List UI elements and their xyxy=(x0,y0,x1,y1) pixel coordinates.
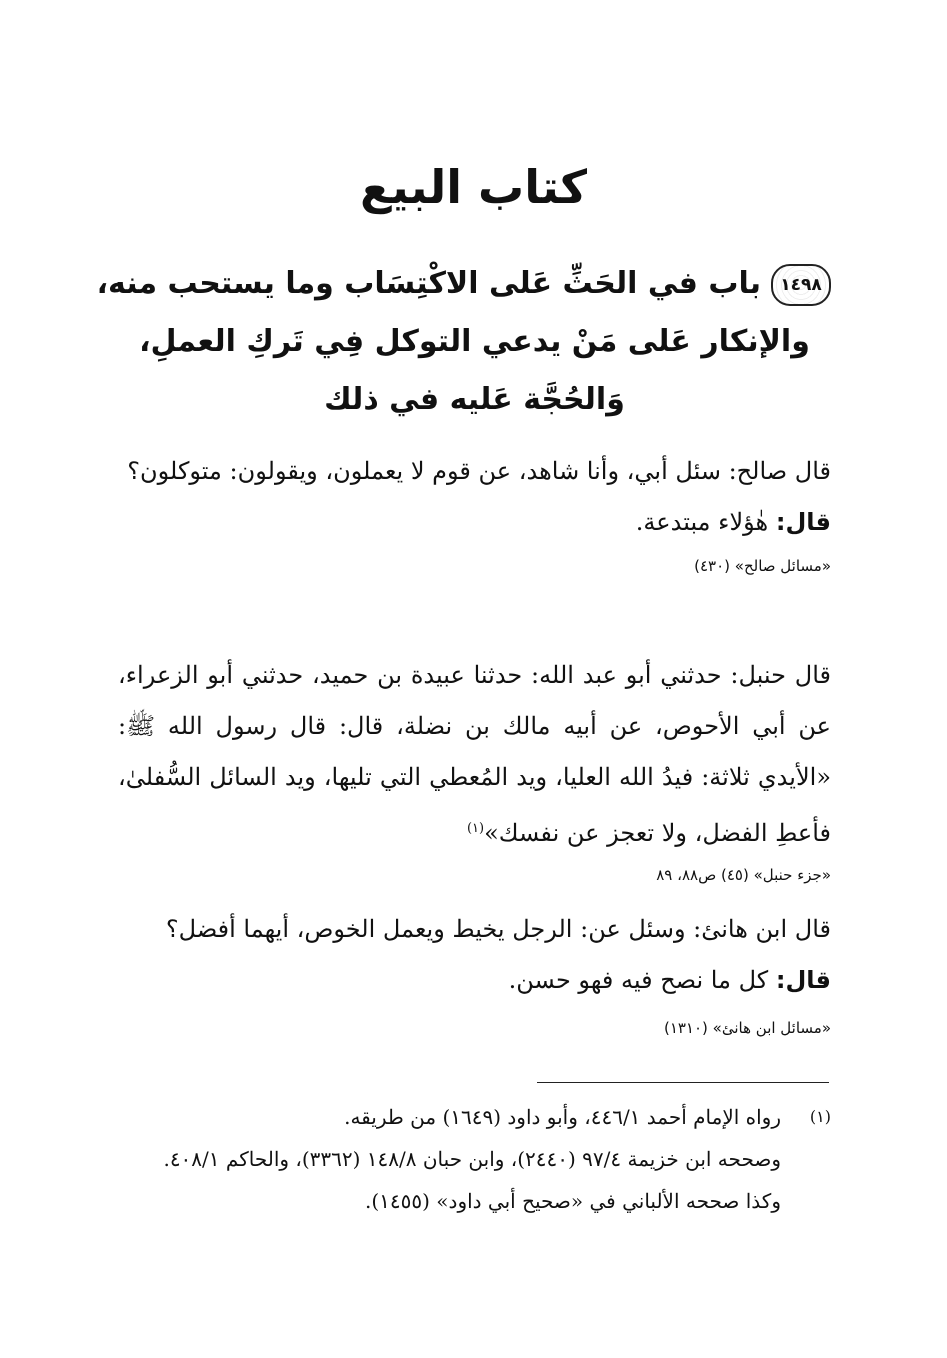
source-citation: «مسائل ابن هانئ» (١٣١٠) xyxy=(663,1019,831,1037)
section-1 xyxy=(118,446,831,578)
footnote-marker[interactable]: (١) xyxy=(466,821,485,836)
source-citation: «مسائل صالح» (٤٣٠) xyxy=(694,557,831,575)
footnotes xyxy=(118,1096,831,1222)
chapter-title-line-1: باب في الحَثِّ عَلى الاكْتِسَاب وما يستحب منه، xyxy=(96,266,761,301)
footnote-number: (١) xyxy=(809,1107,831,1126)
section-3 xyxy=(118,904,831,1040)
keyword-qal: قال: xyxy=(775,966,831,994)
chapter-title-line-3: وَالحُجَّة عَليه في ذلك xyxy=(324,382,625,417)
footnote-divider xyxy=(537,1082,829,1083)
chapter-heading-line xyxy=(96,255,831,313)
keyword-qal: قال: xyxy=(775,508,831,536)
paragraph-text: هٰؤلاء مبتدعة. xyxy=(635,508,769,536)
chapter-heading xyxy=(96,255,831,429)
paragraph-text: قال حنبل: حدثني أبو عبد الله: حدثنا عبيدة بن حميد، حدثني أبو الزعراء، عن أبي الأحوص، عن أبيه مالك بن نضلة، قال: قال رسول الله ﷺ: «الأيدي ثلاثة: فيدُ الله العليا، ويد المُعطي التي تليها، ويد السائل السُّفلىٰ، فأعطِ الفضل، ولا تعجز عن نفسك» xyxy=(118,661,832,847)
footnote-line: وكذا صححه الألباني في «صحيح أبي داود» (١٤٥٥). xyxy=(365,1189,781,1213)
paragraph xyxy=(118,497,831,548)
source-citation: «جزء حنبل» (٤٥) ص٨٨، ٨٩ xyxy=(656,866,831,884)
chapter-number-badge: ١٤٩٨ xyxy=(771,264,831,306)
book-title: كتاب البيع xyxy=(359,160,588,214)
paragraph-text: قال ابن هانئ: وسئل عن: الرجل يخيط ويعمل الخوص، أيهما أفضل؟ xyxy=(165,915,831,943)
footnote-body xyxy=(163,1096,781,1222)
paragraph-text: قال صالح: سئل أبي، وأنا شاهد، عن قوم لا يعملون، ويقولون: متوكلون؟ xyxy=(127,457,831,485)
paragraph-text: كل ما نصح فيه فهو حسن. xyxy=(508,966,769,994)
chapter-title-line-2: والإنكار عَلى مَنْ يدعي التوكل فِي تَركِ العملِ، xyxy=(139,324,810,359)
paragraph xyxy=(118,904,831,955)
paragraph xyxy=(118,650,831,859)
footnote-line: وصححه ابن خزيمة ٩٧/٤ (٢٤٤٠)، وابن حبان ١٤٨/٨ (٣٣٦٢)، والحاكم ٤٠٨/١. xyxy=(163,1147,781,1171)
section-2 xyxy=(118,650,831,887)
paragraph xyxy=(118,446,831,497)
footnote-line: رواه الإمام أحمد ٤٤٦/١، وأبو داود (١٦٤٩) من طريقه. xyxy=(344,1105,781,1129)
footnote xyxy=(118,1096,831,1222)
paragraph xyxy=(118,955,831,1006)
